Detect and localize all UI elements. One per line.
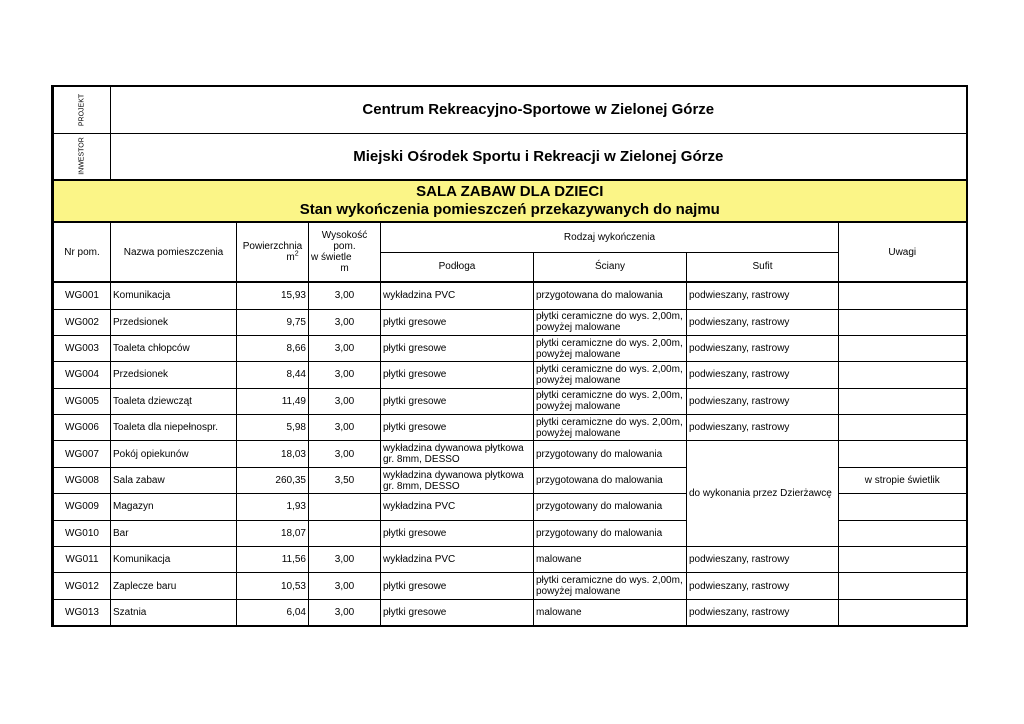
cell-wysokosc xyxy=(309,494,381,520)
table-row xyxy=(53,441,967,467)
cell-podloga: płytki gresowe xyxy=(381,520,534,546)
col-pow-label: Powierzchnia xyxy=(242,241,303,252)
col-nr: Nr pom. xyxy=(53,222,111,282)
cell-nazwa: Zaplecze baru xyxy=(111,573,237,599)
cell-sciany: malowane xyxy=(534,599,687,625)
cell-sufit: podwieszany, rastrowy xyxy=(687,335,839,361)
cell-sciany: przygotowana do malowania xyxy=(534,282,687,309)
cell-sciany: płytki ceramiczne do wys. 2,00m, powyżej malowane xyxy=(534,309,687,335)
column-header-row-1 xyxy=(53,222,967,252)
cell-uwagi xyxy=(839,520,967,546)
cell-nazwa: Bar xyxy=(111,520,237,546)
cell-nr: WG005 xyxy=(53,388,111,414)
cell-sufit: podwieszany, rastrowy xyxy=(687,547,839,573)
cell-nr: WG002 xyxy=(53,309,111,335)
cell-podloga: wykładzina dywanowa płytkowa gr. 8mm, DESSO xyxy=(381,467,534,493)
cell-wysokosc: 3,00 xyxy=(309,573,381,599)
cell-nr: WG009 xyxy=(53,494,111,520)
cell-nr: WG008 xyxy=(53,467,111,493)
cell-nazwa: Sala zabaw xyxy=(111,467,237,493)
table-row xyxy=(53,388,967,414)
table-row xyxy=(53,547,967,573)
table-row xyxy=(53,573,967,599)
cell-uwagi xyxy=(839,335,967,361)
cell-uwagi xyxy=(839,547,967,573)
cell-podloga: płytki gresowe xyxy=(381,573,534,599)
cell-uwagi xyxy=(839,599,967,625)
cell-nr: WG007 xyxy=(53,441,111,467)
finishing-table xyxy=(51,85,968,627)
table-row xyxy=(53,309,967,335)
cell-wysokosc: 3,00 xyxy=(309,335,381,361)
cell-powierzchnia: 1,93 xyxy=(237,494,309,520)
col-powierzchnia xyxy=(237,222,309,282)
inwestor-label-cell xyxy=(53,133,111,180)
cell-sciany: przygotowana do malowania xyxy=(534,467,687,493)
cell-powierzchnia: 11,56 xyxy=(237,547,309,573)
cell-powierzchnia: 10,53 xyxy=(237,573,309,599)
cell-sufit-merged: do wykonania przez Dzierżawcę xyxy=(687,441,839,547)
col-uwagi: Uwagi xyxy=(839,222,967,282)
cell-nazwa: Pokój opiekunów xyxy=(111,441,237,467)
cell-podloga: wykładzina PVC xyxy=(381,547,534,573)
cell-powierzchnia: 18,03 xyxy=(237,441,309,467)
cell-sufit: podwieszany, rastrowy xyxy=(687,282,839,309)
cell-powierzchnia: 260,35 xyxy=(237,467,309,493)
cell-nr: WG006 xyxy=(53,415,111,441)
cell-powierzchnia: 18,07 xyxy=(237,520,309,546)
cell-sciany: przygotowany do malowania xyxy=(534,494,687,520)
cell-podloga: płytki gresowe xyxy=(381,309,534,335)
col-pow-unit: m xyxy=(286,252,295,263)
section-heading xyxy=(53,180,967,222)
col-wysokosc xyxy=(309,222,381,282)
cell-sufit: podwieszany, rastrowy xyxy=(687,362,839,388)
cell-nr: WG010 xyxy=(53,520,111,546)
cell-sufit: podwieszany, rastrowy xyxy=(687,599,839,625)
cell-nazwa: Toaleta chłopców xyxy=(111,335,237,361)
cell-powierzchnia: 15,93 xyxy=(237,282,309,309)
cell-nazwa: Magazyn xyxy=(111,494,237,520)
table-row xyxy=(53,599,967,625)
investor-row xyxy=(53,133,967,180)
project-row xyxy=(53,86,967,133)
cell-wysokosc: 3,00 xyxy=(309,388,381,414)
cell-powierzchnia: 6,04 xyxy=(237,599,309,625)
projekt-label-cell xyxy=(53,86,111,133)
cell-podloga: płytki gresowe xyxy=(381,415,534,441)
section-subtitle: Stan wykończenia pomieszczeń przekazywanych do najmu xyxy=(299,201,720,218)
cell-nazwa: Komunikacja xyxy=(111,547,237,573)
cell-wysokosc: 3,00 xyxy=(309,282,381,309)
cell-nr: WG013 xyxy=(53,599,111,625)
cell-powierzchnia: 9,75 xyxy=(237,309,309,335)
project-title: Centrum Rekreacyjno-Sportowe w Zielonej Górze xyxy=(111,86,967,133)
col-wys-line2: w świetle xyxy=(311,252,352,263)
cell-wysokosc: 3,00 xyxy=(309,547,381,573)
cell-nazwa: Przedsionek xyxy=(111,362,237,388)
cell-powierzchnia: 8,66 xyxy=(237,335,309,361)
cell-uwagi xyxy=(839,494,967,520)
cell-nr: WG004 xyxy=(53,362,111,388)
table-row xyxy=(53,282,967,309)
cell-nazwa: Przedsionek xyxy=(111,309,237,335)
cell-nr: WG003 xyxy=(53,335,111,361)
cell-wysokosc xyxy=(309,520,381,546)
col-rodzaj: Rodzaj wykończenia xyxy=(381,222,839,252)
cell-sufit: podwieszany, rastrowy xyxy=(687,573,839,599)
col-sufit: Sufit xyxy=(687,252,839,282)
cell-sciany: płytki ceramiczne do wys. 2,00m, powyżej malowane xyxy=(534,415,687,441)
cell-powierzchnia: 8,44 xyxy=(237,362,309,388)
cell-sufit: podwieszany, rastrowy xyxy=(687,388,839,414)
table-body xyxy=(53,282,967,626)
col-nazwa: Nazwa pomieszczenia xyxy=(111,222,237,282)
projekt-label: PROJEKT xyxy=(78,93,86,126)
table-row xyxy=(53,415,967,441)
cell-wysokosc: 3,00 xyxy=(309,309,381,335)
section-title: SALA ZABAW DLA DZIECI xyxy=(416,183,604,200)
cell-podloga: płytki gresowe xyxy=(381,335,534,361)
cell-podloga: płytki gresowe xyxy=(381,599,534,625)
cell-sciany: płytki ceramiczne do wys. 2,00m, powyżej malowane xyxy=(534,362,687,388)
col-podloga: Podłoga xyxy=(381,252,534,282)
cell-podloga: wykładzina PVC xyxy=(381,282,534,309)
cell-nazwa: Toaleta dla niepełnospr. xyxy=(111,415,237,441)
cell-sciany: przygotowany do malowania xyxy=(534,441,687,467)
cell-nr: WG012 xyxy=(53,573,111,599)
cell-sciany: malowane xyxy=(534,547,687,573)
col-wys-line1: Wysokość pom. xyxy=(321,230,368,252)
investor-title: Miejski Ośrodek Sportu i Rekreacji w Zielonej Górze xyxy=(111,133,967,180)
cell-sciany: płytki ceramiczne do wys. 2,00m, powyżej malowane xyxy=(534,388,687,414)
cell-uwagi xyxy=(839,362,967,388)
cell-sciany: płytki ceramiczne do wys. 2,00m, powyżej malowane xyxy=(534,573,687,599)
cell-nr: WG001 xyxy=(53,282,111,309)
cell-podloga: wykładzina PVC xyxy=(381,494,534,520)
inwestor-label: INWESTOR xyxy=(78,137,86,176)
document-sheet xyxy=(51,85,965,627)
cell-podloga: płytki gresowe xyxy=(381,388,534,414)
cell-powierzchnia: 5,98 xyxy=(237,415,309,441)
cell-uwagi xyxy=(839,441,967,467)
cell-nr: WG011 xyxy=(53,547,111,573)
col-pow-unit-sup: 2 xyxy=(294,250,299,258)
cell-nazwa: Szatnia xyxy=(111,599,237,625)
cell-sufit: podwieszany, rastrowy xyxy=(687,415,839,441)
col-wys-line3: m xyxy=(340,263,349,274)
cell-nazwa: Toaleta dziewcząt xyxy=(111,388,237,414)
cell-uwagi xyxy=(839,388,967,414)
cell-uwagi xyxy=(839,282,967,309)
cell-sciany: przygotowany do malowania xyxy=(534,520,687,546)
cell-powierzchnia: 11,49 xyxy=(237,388,309,414)
cell-uwagi xyxy=(839,309,967,335)
table-row xyxy=(53,362,967,388)
cell-wysokosc: 3,50 xyxy=(309,467,381,493)
col-sciany: Ściany xyxy=(534,252,687,282)
cell-podloga: wykładzina dywanowa płytkowa gr. 8mm, DESSO xyxy=(381,441,534,467)
cell-wysokosc: 3,00 xyxy=(309,362,381,388)
cell-uwagi xyxy=(839,415,967,441)
cell-sufit: podwieszany, rastrowy xyxy=(687,309,839,335)
cell-podloga: płytki gresowe xyxy=(381,362,534,388)
cell-nazwa: Komunikacja xyxy=(111,282,237,309)
cell-wysokosc: 3,00 xyxy=(309,599,381,625)
table-row xyxy=(53,335,967,361)
cell-uwagi xyxy=(839,573,967,599)
cell-sciany: płytki ceramiczne do wys. 2,00m, powyżej malowane xyxy=(534,335,687,361)
cell-wysokosc: 3,00 xyxy=(309,441,381,467)
section-row xyxy=(53,180,967,222)
cell-uwagi: w stropie świetlik xyxy=(839,467,967,493)
cell-wysokosc: 3,00 xyxy=(309,415,381,441)
